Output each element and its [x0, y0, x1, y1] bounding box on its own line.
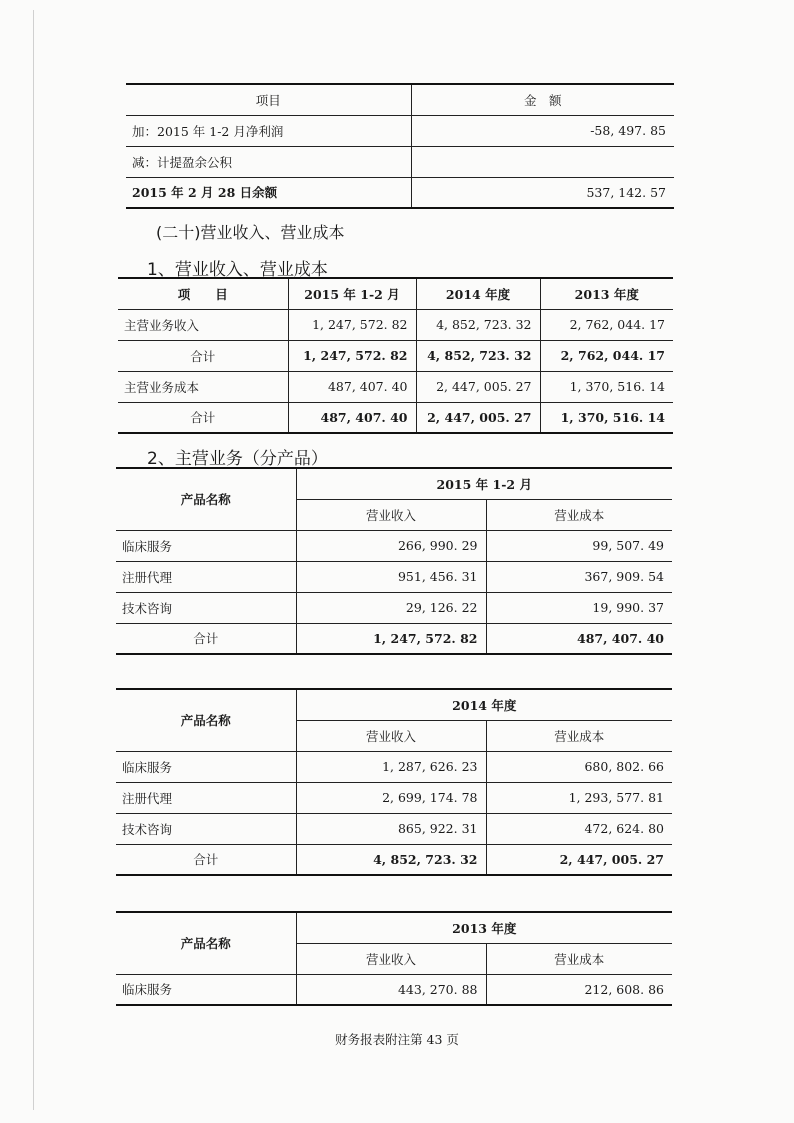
cell-value: 680, 802. 66 [486, 751, 672, 782]
cell-value: 4, 852, 723. 32 [296, 844, 486, 875]
col-header-amount: 金 额 [411, 84, 674, 115]
col-header-product: 产品名称 [116, 912, 296, 974]
cell-value: 19, 990. 37 [486, 592, 672, 623]
col-header-cost: 营业成本 [486, 943, 672, 974]
row-total-label: 合计 [190, 410, 216, 426]
col-header-cost: 营业成本 [486, 499, 672, 530]
cell-value: 266, 990. 29 [296, 530, 486, 561]
cell-value: 2, 447, 005. 27 [486, 844, 672, 875]
row-amount [411, 146, 674, 177]
row-total-label: 合计 [193, 631, 219, 647]
col-header-period: 2015 年 1-2 月 [296, 468, 672, 499]
cell-value: 1, 247, 572. 82 [288, 340, 416, 371]
row-label: 注册代理 [116, 561, 296, 592]
col-header-2013: 2013 年度 [540, 278, 673, 309]
cell-value: 2, 699, 174. 78 [296, 782, 486, 813]
row-amount: 537, 142. 57 [411, 177, 674, 208]
cell-value: 29, 126. 22 [296, 592, 486, 623]
cell-value: 487, 407. 40 [288, 402, 416, 433]
col-header-cost: 营业成本 [486, 720, 672, 751]
col-header-product: 产品名称 [116, 689, 296, 751]
col-header-period: 2013 年度 [296, 912, 672, 943]
cell-value: 4, 852, 723. 32 [416, 309, 540, 340]
section-heading: (二十)营业收入、营业成本 [156, 223, 345, 242]
row-total-label: 合计 [193, 852, 219, 868]
col-header-revenue: 营业收入 [296, 943, 486, 974]
revenue-cost-table [118, 277, 673, 434]
col-header-revenue: 营业收入 [296, 499, 486, 530]
product-table-2014 [116, 688, 672, 876]
col-header-item: 项目 [126, 84, 411, 115]
cell-value: 443, 270. 88 [296, 974, 486, 1005]
cell-value: 2, 447, 005. 27 [416, 371, 540, 402]
cell-value: 1, 370, 516. 14 [540, 402, 673, 433]
row-label: 临床服务 [116, 530, 296, 561]
cell-value: 1, 247, 572. 82 [296, 623, 486, 654]
row-amount: -58, 497. 85 [411, 115, 674, 146]
col-header-2015: 2015 年 1-2 月 [288, 278, 416, 309]
cell-value: 472, 624. 80 [486, 813, 672, 844]
row-label: 临床服务 [116, 751, 296, 782]
cell-value: 1, 293, 577. 81 [486, 782, 672, 813]
cell-value: 487, 407. 40 [288, 371, 416, 402]
row-label: 主营业务收入 [118, 309, 288, 340]
col-header-2014: 2014 年度 [416, 278, 540, 309]
row-label: 技术咨询 [116, 813, 296, 844]
col-header-product: 产品名称 [116, 468, 296, 530]
cell-value: 367, 909. 54 [486, 561, 672, 592]
scan-margin-line [33, 10, 34, 1110]
section-heading: 1、营业收入、营业成本 [147, 260, 328, 280]
page-footer: 财务报表附注第 43 页 [335, 1032, 459, 1047]
cell-value: 865, 922. 31 [296, 813, 486, 844]
col-header-revenue: 营业收入 [296, 720, 486, 751]
cell-value: 2, 762, 044. 17 [540, 340, 673, 371]
row-label: 注册代理 [116, 782, 296, 813]
product-table-2015 [116, 467, 672, 655]
col-header-item: 项 目 [118, 278, 288, 309]
row-label: 主营业务成本 [118, 371, 288, 402]
product-table-2013 [116, 911, 672, 1006]
cell-value: 4, 852, 723. 32 [416, 340, 540, 371]
row-label: 2015 年 2 月 28 日余额 [132, 185, 278, 201]
cell-value: 212, 608. 86 [486, 974, 672, 1005]
equity-table [126, 83, 674, 209]
section-heading: 2、主营业务（分产品） [147, 449, 328, 469]
cell-value: 1, 247, 572. 82 [288, 309, 416, 340]
cell-value: 487, 407. 40 [486, 623, 672, 654]
cell-value: 1, 287, 626. 23 [296, 751, 486, 782]
cell-value: 99, 507. 49 [486, 530, 672, 561]
cell-value: 951, 456. 31 [296, 561, 486, 592]
row-total-label: 合计 [118, 340, 288, 371]
row-label: 加：2015 年 1-2 月净利润 [126, 115, 411, 146]
row-label: 减：计提盈余公积 [126, 146, 411, 177]
row-label: 临床服务 [122, 982, 173, 998]
cell-value: 2, 762, 044. 17 [540, 309, 673, 340]
cell-value: 1, 370, 516. 14 [540, 371, 673, 402]
row-label: 技术咨询 [116, 592, 296, 623]
col-header-period: 2014 年度 [296, 689, 672, 720]
cell-value: 2, 447, 005. 27 [416, 402, 540, 433]
